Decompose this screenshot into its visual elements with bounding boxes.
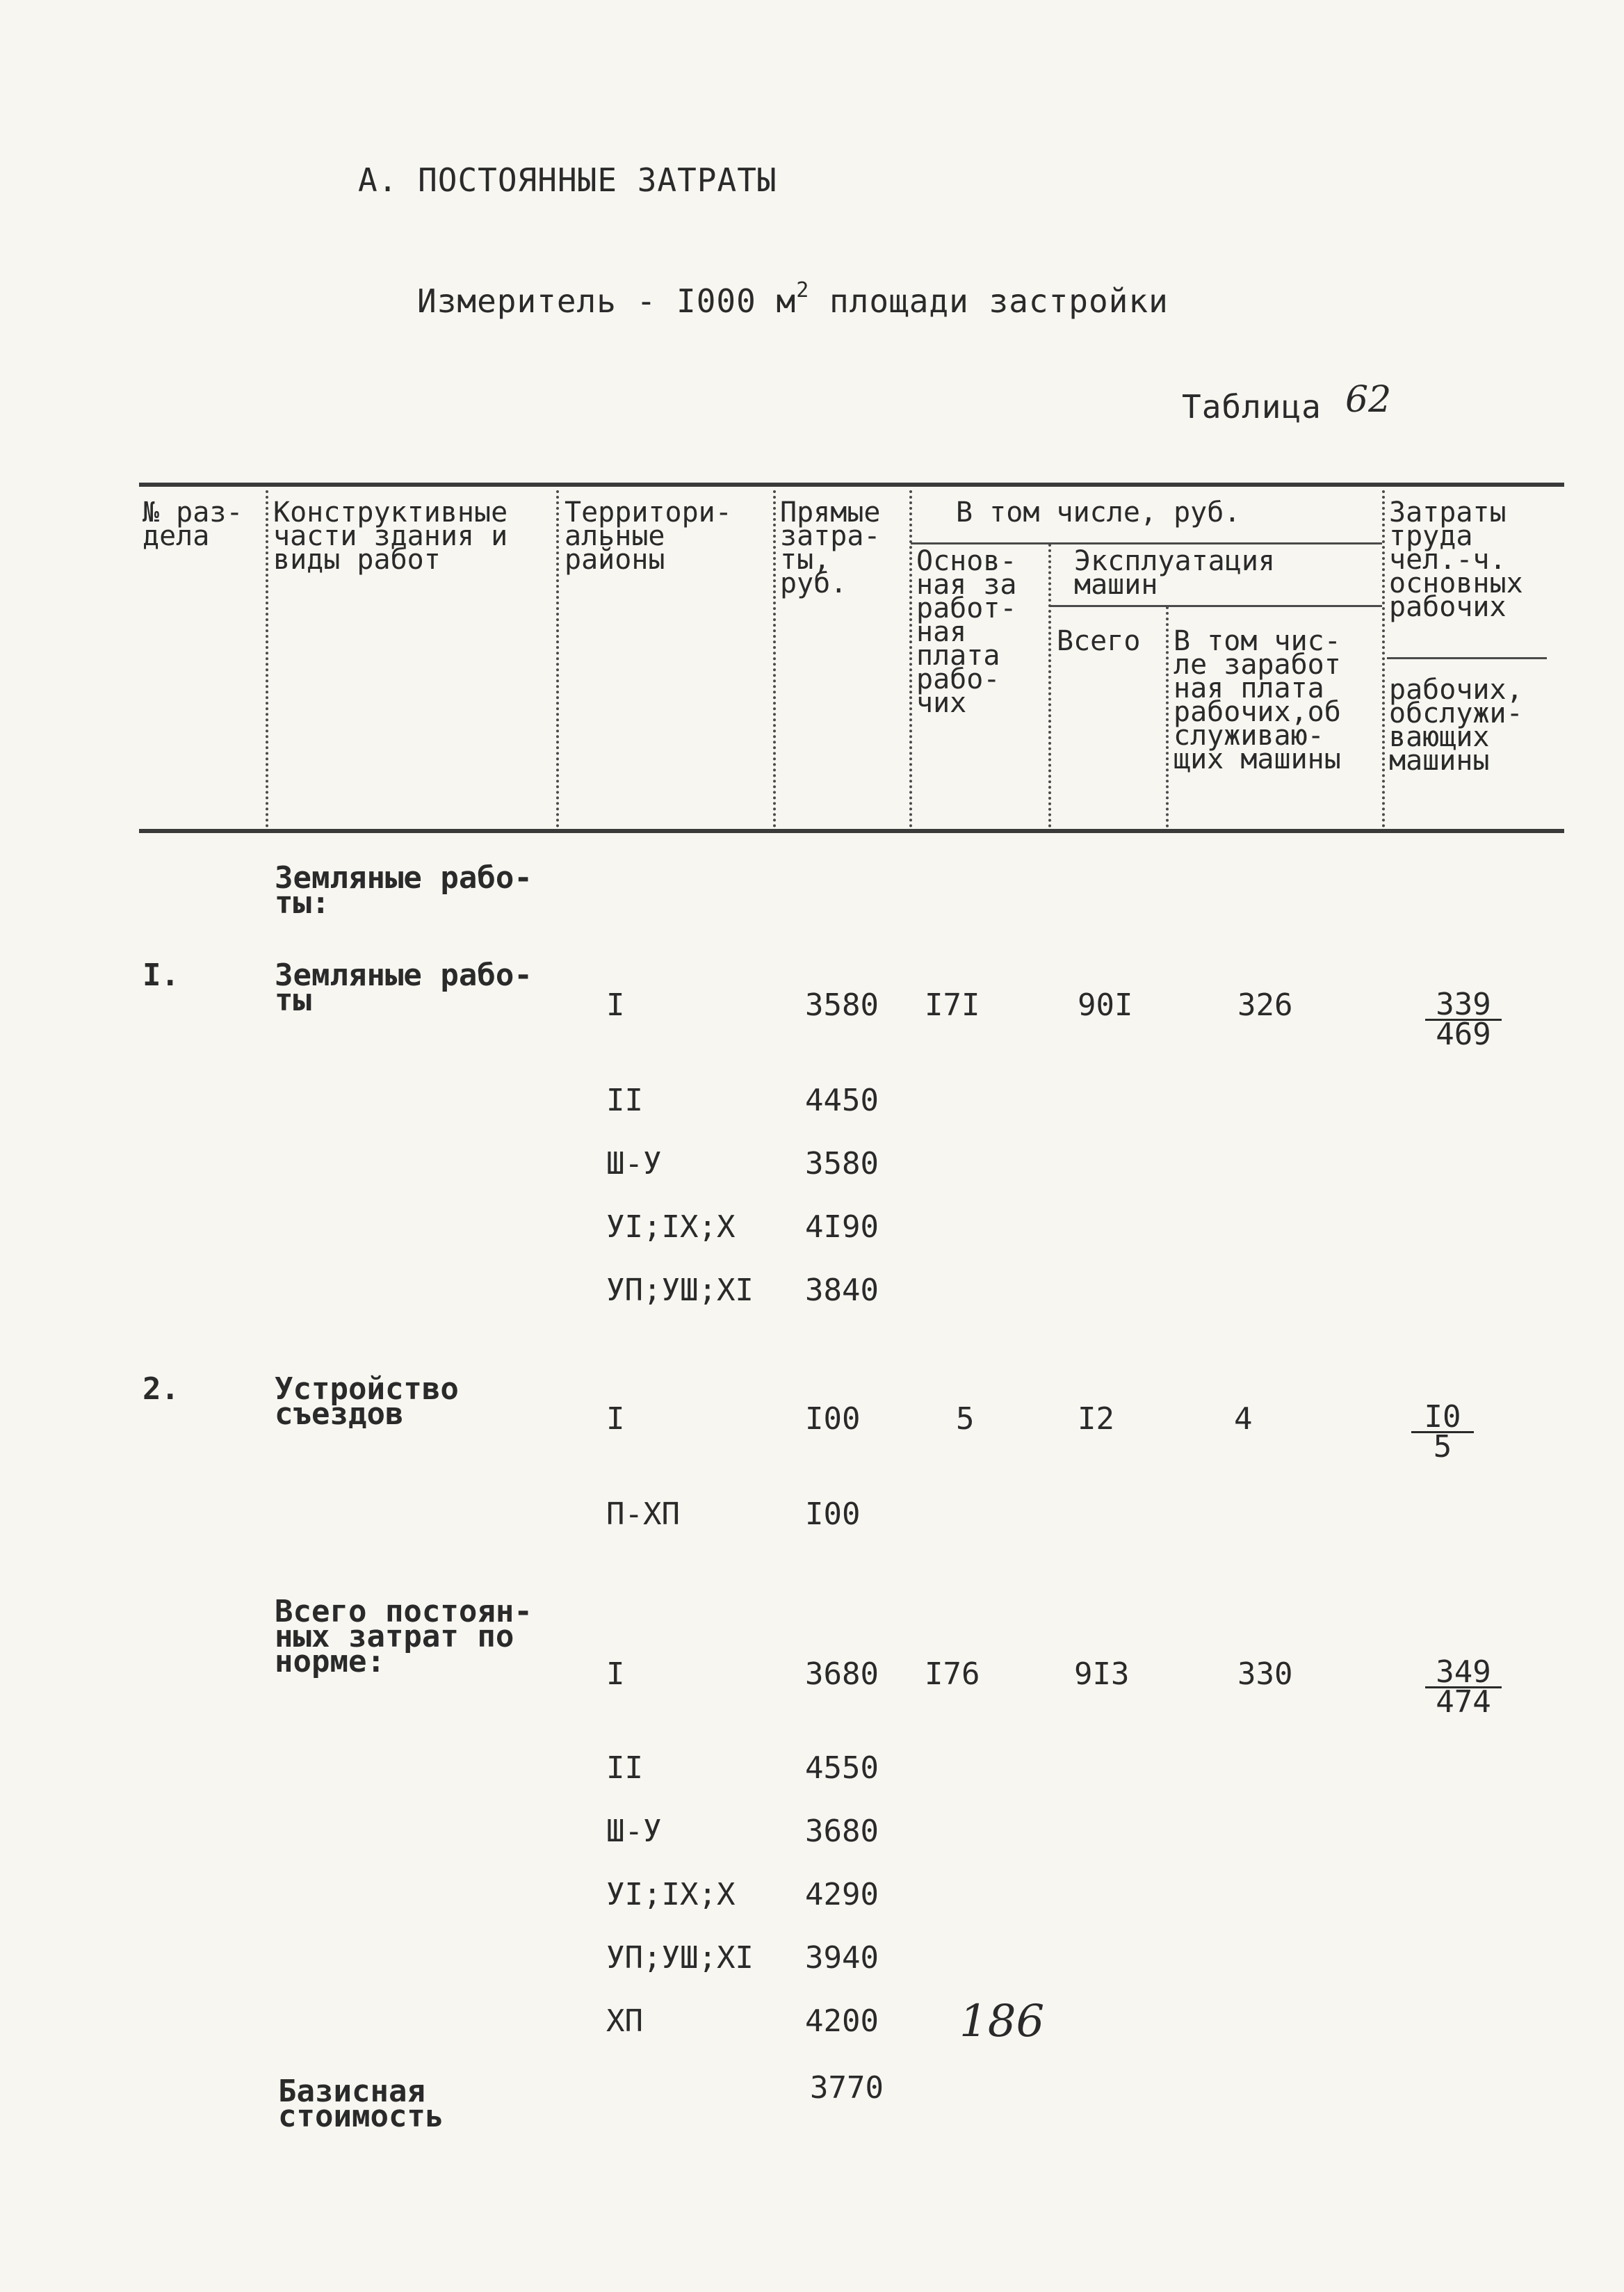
- col-separator: [909, 490, 912, 828]
- total-wages: I76: [925, 1656, 980, 1692]
- row-machines-wages: 326: [1237, 987, 1293, 1023]
- row-direct: 3580: [805, 987, 879, 1023]
- row-direct: I00: [805, 1401, 861, 1437]
- region-row: УП;УШ;XI: [606, 1940, 754, 1976]
- direct-row: 3840: [805, 1273, 879, 1308]
- col-separator: [266, 490, 268, 828]
- direct-row: I00: [805, 1496, 861, 1532]
- row-number: I.: [143, 958, 179, 993]
- region-row: УП;УШ;XI: [606, 1273, 754, 1308]
- row-region: I: [606, 1401, 625, 1437]
- total-region: I: [606, 1656, 625, 1692]
- col-header-parts: Конструктивные части здания и виды работ: [273, 497, 508, 576]
- col-header-machines-wages: В том чис- ле заработ ная плата рабочих,об служиваю- щих машины: [1174, 625, 1341, 775]
- row-labor-fraction: [1411, 1399, 1474, 1464]
- group-title: Земляные рабо- ты:: [275, 860, 533, 921]
- col-separator: [1048, 544, 1051, 828]
- direct-row: 3580: [805, 1146, 879, 1181]
- row-machines-total: 90I: [1078, 987, 1133, 1023]
- row-wages: I7I: [925, 987, 980, 1023]
- labor-denominator: 5: [1433, 1429, 1452, 1464]
- table-number: 62: [1345, 379, 1392, 421]
- labor-numerator: 349: [1425, 1659, 1502, 1688]
- direct-row: 4I90: [805, 1209, 879, 1245]
- col-header-labor-top: Затраты труда чел.-ч. основных рабочих: [1389, 497, 1523, 623]
- total-direct: 3680: [805, 1656, 879, 1692]
- direct-row: 4450: [805, 1083, 879, 1118]
- labor-numerator: I0: [1411, 1403, 1474, 1433]
- labor-numerator: 339: [1425, 991, 1502, 1021]
- table-header-bottom-rule: [139, 829, 1564, 833]
- row-number: 2.: [143, 1371, 179, 1407]
- measure-suffix: площади застройки: [809, 282, 1169, 320]
- total-machines-total: 9I3: [1074, 1656, 1130, 1692]
- col-header-including: В том числе, руб.: [956, 497, 1241, 528]
- col-header-wages: Основ- ная за работ- ная плата рабо- чих: [916, 545, 1017, 719]
- region-row: П-XП: [606, 1496, 680, 1532]
- col-separator: [556, 490, 559, 828]
- region-row: II: [606, 1750, 643, 1786]
- col-separator: [1166, 606, 1169, 828]
- base-cost-label: Базисная стоимость: [278, 2074, 444, 2134]
- col-header-direct: Прямые затра- ты, руб.: [780, 497, 881, 599]
- col-header-labor-bottom: рабочих, обслужи- вающих машины: [1389, 674, 1523, 777]
- labor-denominator: 474: [1436, 1684, 1491, 1720]
- measure-prefix: Измеритель - I000 м: [417, 282, 797, 320]
- direct-row: 4550: [805, 1750, 879, 1786]
- table-top-rule: [139, 483, 1564, 487]
- total-labor-fraction: [1425, 1654, 1502, 1720]
- row-region: I: [606, 987, 625, 1023]
- section-title: А. ПОСТОЯННЫЕ ЗАТРАТЫ: [358, 161, 777, 199]
- table-label: Таблица: [1182, 388, 1322, 426]
- direct-row: 3940: [805, 1940, 879, 1976]
- col-header-regions: Территори- альные районы: [565, 497, 732, 576]
- region-row: Ш-У: [606, 1146, 662, 1181]
- subheader-rule: [911, 542, 1382, 544]
- col-header-machines: Эксплуатация машин: [1074, 545, 1275, 601]
- row-name: Устройство съездов: [275, 1371, 459, 1432]
- region-row: XП: [606, 2003, 643, 2039]
- row-labor-fraction: [1425, 987, 1502, 1052]
- labor-denominator: 469: [1436, 1017, 1491, 1052]
- measure-line: [417, 278, 1169, 320]
- row-wages: 5: [956, 1401, 975, 1437]
- total-name: Всего постоян- ных затрат по норме:: [275, 1594, 533, 1679]
- col-header-section-no: № раз- дела: [143, 497, 243, 552]
- region-row: УI;IX;X: [606, 1877, 736, 1912]
- base-cost-value: 3770: [810, 2070, 884, 2106]
- col-header-machines-total: Всего: [1057, 625, 1141, 657]
- page-number: 186: [959, 1996, 1045, 2047]
- row-name: Земляные рабо- ты: [275, 958, 533, 1018]
- total-machines-wages: 330: [1237, 1656, 1293, 1692]
- direct-row: 4290: [805, 1877, 879, 1912]
- col-separator: [1382, 490, 1385, 828]
- region-row: УI;IX;X: [606, 1209, 736, 1245]
- measure-superscript: 2: [796, 278, 810, 302]
- direct-row: 4200: [805, 2003, 879, 2039]
- region-row: Ш-У: [606, 1814, 662, 1849]
- row-machines-total: I2: [1078, 1401, 1114, 1437]
- col-separator: [773, 490, 776, 828]
- subheader-rule: [1050, 605, 1382, 607]
- direct-row: 3680: [805, 1814, 879, 1849]
- row-machines-wages: 4: [1234, 1401, 1253, 1437]
- region-row: II: [606, 1083, 643, 1118]
- labor-divider: [1387, 657, 1547, 659]
